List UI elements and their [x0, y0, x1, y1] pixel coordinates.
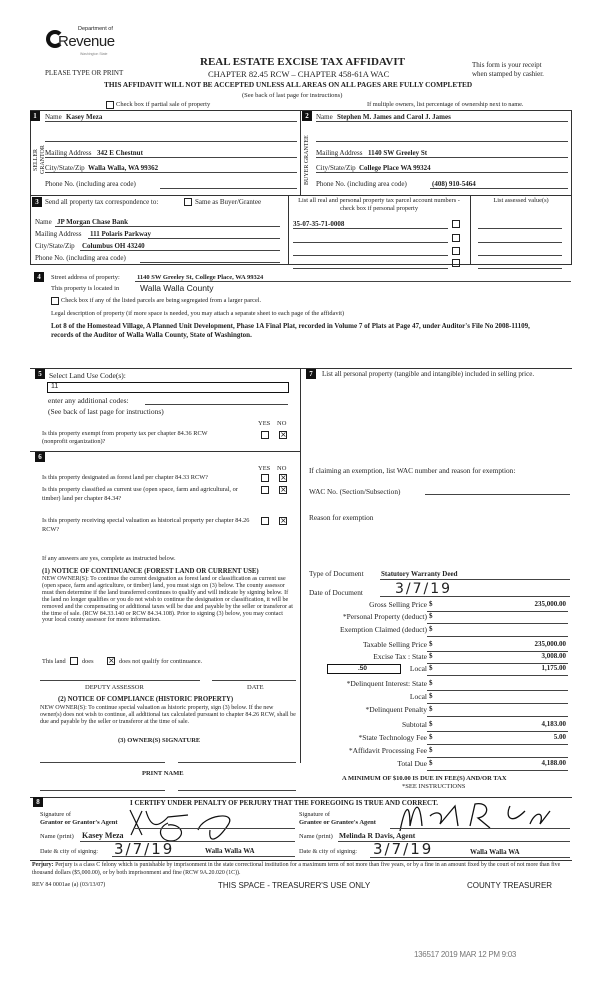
logo-text: Revenue: [58, 33, 115, 50]
assessed-value-field[interactable]: [478, 242, 562, 243]
legal-description[interactable]: Lot 8 of the Homestead Village, A Planned Unit Development, Phase 1A Final Plat, recorded in Volume 7 of Plats at Page 47, under Auditor's File No 2008-11109, records of the Auditor of Walla Walla County, State of Washington.: [51, 322, 530, 339]
seller-name-label: Name: [45, 113, 62, 121]
does-not-qualify-checkbox[interactable]: ×: [108, 656, 115, 665]
forest-yes-checkbox[interactable]: [261, 474, 269, 482]
receipt-note: This form is your receipt: [472, 61, 542, 69]
assessed-value-field[interactable]: [478, 268, 562, 269]
tax-row: [300, 705, 572, 717]
date-label: DATE: [247, 684, 264, 691]
grantee-sign-city[interactable]: Walla Walla WA: [470, 848, 520, 856]
perjury-notice: [32, 862, 572, 877]
property-street-address[interactable]: 1140 SW Greeley St, College Place, WA 99324: [137, 274, 264, 281]
seller-phone-field[interactable]: [160, 188, 297, 189]
section-number: 5: [35, 369, 45, 379]
logo-text: Department of: [78, 26, 113, 32]
corr-name[interactable]: JP Morgan Chase Bank: [57, 218, 128, 226]
tax-row: [300, 625, 572, 637]
dollar-sign: $: [429, 600, 433, 608]
grantee-sign-date[interactable]: 3/7/19: [373, 840, 434, 858]
seller-name[interactable]: Kasey Meza: [66, 113, 103, 121]
send-correspondence-label: Send all property tax correspondence to:: [45, 198, 159, 206]
dollar-sign: $: [429, 705, 433, 713]
buyer-name[interactable]: Stephen M. James and Carol J. James: [337, 113, 451, 121]
wac-field[interactable]: [425, 494, 570, 495]
owner-signature-field[interactable]: [178, 762, 296, 763]
dollar-sign: $: [429, 720, 433, 728]
corr-name-label: Name: [35, 218, 52, 226]
date-city-label: Date & city of signing:: [299, 848, 358, 855]
dollar-sign: $: [429, 664, 433, 672]
dollar-sign: $: [429, 652, 433, 660]
grantor-print-name[interactable]: Kasey Meza: [82, 831, 124, 840]
section-number: 4: [34, 272, 44, 282]
assessor-date-field[interactable]: [212, 680, 296, 681]
forest-no-checkbox[interactable]: ×: [280, 473, 287, 482]
tax-row: [300, 759, 572, 771]
tax-row-label: Excise Tax : State: [373, 652, 427, 661]
personal-property-checkbox[interactable]: [452, 220, 460, 228]
grantor-sign-date[interactable]: 3/7/19: [114, 840, 175, 858]
corr-city-state-zip[interactable]: Columbus OH 43240: [82, 242, 145, 250]
local-rate: .50: [358, 665, 368, 672]
section-number: 6: [35, 452, 45, 462]
perjury-label: Perjury:: [32, 862, 54, 868]
forest-question: Is this property designated as forest land per chapter 84.33 RCW?: [42, 474, 208, 481]
personal-property-checkbox[interactable]: [452, 234, 460, 242]
land-use-code-input[interactable]: [47, 382, 289, 393]
see-instructions: *SEE INSTRUCTIONS: [402, 783, 466, 790]
yes-header: YES: [258, 420, 271, 427]
buyer-phone-label: Phone No. (including area code): [316, 180, 407, 188]
does-not-label: does not qualify for continuance.: [119, 658, 203, 665]
see-back-note: (See back of last page for instructions): [242, 92, 343, 99]
buyer-mailing-address[interactable]: 1140 SW Greeley St: [368, 149, 428, 157]
tax-row-value[interactable]: 235,000.00: [534, 600, 566, 608]
section-number: 3: [32, 197, 42, 207]
land-use-code: 11: [51, 383, 59, 390]
partial-sale-checkbox[interactable]: [106, 101, 114, 109]
seller-mail-label: Mailing Address: [45, 149, 92, 157]
date-city-label: Date & city of signing:: [40, 848, 99, 855]
does-qualify-checkbox[interactable]: [70, 657, 78, 665]
tax-row-label: Local: [409, 692, 427, 701]
tax-row-label: Total Due: [397, 759, 427, 768]
street-label: Street address of property:: [51, 274, 120, 281]
see-back-note: (See back of last page for instructions): [48, 407, 164, 416]
dollar-sign: $: [429, 679, 433, 687]
section-number: 7: [306, 369, 316, 379]
tax-row-value[interactable]: 4,183.00: [541, 720, 566, 728]
reason-label: Reason for exemption: [309, 513, 374, 522]
print-name-field[interactable]: [178, 790, 296, 791]
name-print-label: Name (print): [299, 833, 333, 840]
personal-property-checkbox[interactable]: [452, 259, 460, 267]
doc-date-label: Date of Document: [309, 588, 363, 597]
personal-property-checkbox[interactable]: [452, 247, 460, 255]
please-type: PLEASE TYPE OR PRINT: [45, 69, 124, 77]
grantor-agent-label: Grantor or Grantor's Agent: [40, 819, 118, 826]
if-yes-note: If any answers are yes, complete as instructed below.: [42, 555, 176, 562]
form-revision: REV 84 0001ae (a) (03/13/07): [32, 882, 106, 888]
assessed-header: List assessed value(s): [493, 197, 549, 204]
form-title: REAL ESTATE EXCISE TAX AFFIDAVIT: [200, 56, 405, 68]
tax-row: [300, 664, 572, 676]
buyer-city-state-zip[interactable]: College Place WA 99324: [359, 164, 431, 172]
yes-header: YES: [258, 465, 271, 472]
tax-row-label: *Delinquent Interest: State: [346, 679, 427, 688]
exemption-label: If claiming an exemption, list WAC number and reason for exemption:: [309, 466, 516, 475]
grantee-print-name[interactable]: Melinda R Davis, Agent: [339, 831, 416, 840]
tax-row-label: *Delinquent Penalty: [365, 705, 427, 714]
certify-statement: I CERTIFY UNDER PENALTY OF PERJURY THAT THE FOREGOING IS TRUE AND CORRECT.: [130, 799, 439, 807]
tax-row-label: Exemption Claimed (deduct): [339, 625, 427, 634]
dollar-sign: $: [429, 692, 433, 700]
same-as-buyer-checkbox[interactable]: [184, 198, 192, 206]
notice-compliance-title: (2) NOTICE OF COMPLIANCE (HISTORIC PROPERTY): [58, 696, 234, 703]
parcel-header: List all real and personal property tax parcel account numbers - check box if personal property: [298, 197, 460, 212]
signature-label: Signature of: [40, 811, 71, 818]
tax-row: [300, 640, 572, 652]
grantee-agent-label: Grantee or Grantee's Agent: [299, 819, 376, 826]
property-county[interactable]: Walla Walla County: [140, 283, 214, 293]
dollar-sign: $: [429, 733, 433, 741]
seller-mailing-address[interactable]: 342 E Chestnut: [97, 149, 143, 157]
land-use-label: Select Land Use Code(s):: [49, 371, 126, 380]
dollar-sign: $: [429, 759, 433, 767]
perjury-text: Perjury is a class C felony which is punishable by imprisonment in the state correctional institution for a maximum term of not more than five years, or by a fine in an amount fixed by the court of not more than five thousand dollars ($5,000.00), or by both imprisonment and fine (RCW 9A.20.020 (1C)).: [32, 862, 561, 876]
tax-row: [300, 746, 572, 758]
dollar-sign: $: [429, 625, 433, 633]
segregated-label: Check box if any of the listed parcels are being segregated from a larger parcel.: [61, 297, 262, 304]
owner-signature-title: (3) OWNER(S) SIGNATURE: [118, 737, 201, 744]
tax-row: [300, 600, 572, 612]
corr-mail-label: Mailing Address: [35, 230, 82, 238]
tax-row-label: Taxable Selling Price: [362, 640, 427, 649]
corr-phone-field[interactable]: [140, 262, 280, 263]
tax-row-label: *State Technology Fee: [358, 733, 427, 742]
tax-row-label: *Personal Property (deduct): [342, 612, 427, 621]
tax-row-label: *Affidavit Processing Fee: [348, 746, 427, 755]
seller-phone-label: Phone No. (including area code): [45, 180, 136, 188]
this-land-label: This land: [42, 658, 66, 665]
buyer-mail-label: Mailing Address: [316, 149, 363, 157]
section-number: 8: [33, 797, 43, 807]
notice-continuance-text: NEW OWNER(S): To continue the current designation as forest land or classification as current use (open space, farm and agriculture, or timber) land, you must sign on (3) below. The county assessor must then determine if the land transferred continues to qualify and will indicate by signing below. If the land no longer qualifies or you do not wish to continue the designation or classification, it will be removed and the compensating or additional taxes will be due and payable by the seller or transferor at the time of sale. (RCW 84.33.140 or RCW 84.34.108). Prior to signing (3) below, you may contact your local county assessor for more information.: [42, 576, 293, 624]
section-number: 2: [302, 111, 312, 121]
tax-row: [300, 652, 572, 664]
no-header: NO: [277, 420, 287, 427]
corr-city-label: City/State/Zip: [35, 242, 75, 250]
print-name-field[interactable]: [40, 790, 165, 791]
county-treasurer-label: COUNTY TREASURER: [467, 881, 553, 890]
seller-city-label: City/State/Zip: [45, 164, 85, 172]
notice-compliance-text: NEW OWNER(S): To continue special valuation as historic property, sign (3) below. If the new owner(s) does not wish to continue, all additional tax calculated pursuant to chapter 84.26 RCW, shall be due and payable by the seller or transferor at the time of sale.: [40, 705, 296, 725]
tax-row-label: Gross Selling Price: [369, 600, 427, 609]
logo-text: Washington State: [80, 52, 108, 56]
tax-row-value[interactable]: 5.00: [553, 733, 566, 741]
form-warning: THIS AFFIDAVIT WILL NOT BE ACCEPTED UNLESS ALL AREAS ON ALL PAGES ARE FULLY COMPLETED: [104, 80, 473, 89]
tax-row: [300, 679, 572, 691]
buyer-grantee-label: BUYER GRANTEE: [304, 135, 310, 185]
grantee-signature[interactable]: [390, 796, 570, 836]
partial-sale-label: Check box if partial sale of property: [116, 101, 211, 108]
current-use-question: Is this property classified as current use (open space, farm and agricultural, or timber) land per chapter 84.34?: [42, 486, 238, 502]
parcel-number[interactable]: 35-07-35-71-0008: [293, 220, 345, 228]
seller-city-state-zip[interactable]: Walla Walla, WA 99362: [88, 164, 159, 172]
tax-row-value[interactable]: 235,000.00: [534, 640, 566, 648]
does-label: does: [82, 658, 94, 665]
form-chapter: CHAPTER 82.45 RCW – CHAPTER 458-61A WAC: [208, 69, 390, 79]
assessed-value-field[interactable]: [478, 228, 562, 229]
treasurer-use-label: THIS SPACE - TREASURER'S USE ONLY: [218, 881, 371, 890]
historic-question: Is this property receiving special valuation as historical property per chapter 84.26 RCW?: [42, 517, 250, 533]
current-use-yes-checkbox[interactable]: [261, 486, 269, 494]
historic-no-checkbox[interactable]: ×: [280, 516, 287, 525]
dollar-sign: $: [429, 612, 433, 620]
no-header: NO: [277, 465, 287, 472]
tax-row-label: Subtotal: [401, 720, 427, 729]
additional-codes-field[interactable]: [145, 404, 288, 405]
exempt-no-checkbox[interactable]: ×: [280, 430, 287, 439]
tax-row-value[interactable]: 4,188.00: [541, 759, 566, 767]
wac-label: WAC No. (Section/Subsection): [309, 487, 401, 496]
tax-row-value[interactable]: 3,008.00: [541, 652, 566, 660]
tax-row: [300, 720, 572, 732]
document-date[interactable]: 3/7/19: [395, 581, 453, 597]
located-label: This property is located in: [51, 285, 120, 292]
tax-row: [300, 733, 572, 745]
dollar-sign: $: [429, 746, 433, 754]
name-print-label: Name (print): [40, 833, 74, 840]
historic-yes-checkbox[interactable]: [261, 517, 269, 525]
buyer-city-label: City/State/Zip: [316, 164, 356, 172]
personal-property-label: List all personal property (tangible and intangible) included in selling price.: [322, 370, 535, 378]
deputy-assessor-label: DEPUTY ASSESSOR: [85, 684, 144, 691]
tax-row-label: Local: [409, 664, 427, 673]
legal-label: Legal description of property (if more space is needed, you may attach a separate sheet to each page of the affidavit): [51, 310, 345, 317]
corr-phone-label: Phone No. (including area code): [35, 254, 126, 262]
notice-continuance-title: (1) NOTICE OF CONTINUANCE (FOREST LAND OR CURRENT USE): [42, 568, 259, 575]
multiple-owners-note: If multiple owners, list percentage of ownership next to name.: [367, 101, 524, 108]
signature-label: Signature of: [299, 811, 330, 818]
print-name-label: PRINT NAME: [142, 770, 184, 777]
minimum-note: A MINIMUM OF $10.00 IS DUE IN FEE(S) AND/OR TAX: [342, 775, 507, 782]
deputy-assessor-signature[interactable]: [40, 680, 200, 681]
exempt-yes-checkbox[interactable]: [261, 431, 269, 439]
tax-row-value[interactable]: 1,175.00: [541, 664, 566, 672]
treasurer-stamp: 136517 2019 MAR 12 PM 9:03: [414, 950, 517, 959]
tax-row: [300, 612, 572, 624]
current-use-no-checkbox[interactable]: ×: [280, 485, 287, 494]
buyer-name-label: Name: [316, 113, 333, 121]
corr-mailing-address[interactable]: 111 Polaris Parkway: [90, 230, 152, 238]
owner-signature-field[interactable]: [40, 762, 165, 763]
grantor-sign-city[interactable]: Walla Walla WA: [205, 847, 255, 855]
section-number: 1: [30, 111, 40, 121]
doc-type-label: Type of Document: [309, 569, 364, 578]
same-as-buyer-label: Same as Buyer/Grantee: [195, 198, 262, 206]
segregated-checkbox[interactable]: [51, 297, 59, 305]
dollar-sign: $: [429, 640, 433, 648]
receipt-note: when stamped by cashier.: [472, 70, 544, 78]
buyer-phone[interactable]: (408) 910-5464: [432, 180, 476, 188]
exempt-question: Is this property exempt from property tax per chapter 84.36 RCW (nonprofit organization)?: [42, 430, 208, 445]
additional-codes-label: enter any additional codes:: [48, 396, 129, 405]
seller-grantor-label: SELLER GRANTOR: [33, 145, 46, 175]
tax-row: [300, 692, 572, 704]
assessed-value-field[interactable]: [478, 255, 562, 256]
document-type[interactable]: Statutory Warranty Deed: [381, 570, 458, 578]
